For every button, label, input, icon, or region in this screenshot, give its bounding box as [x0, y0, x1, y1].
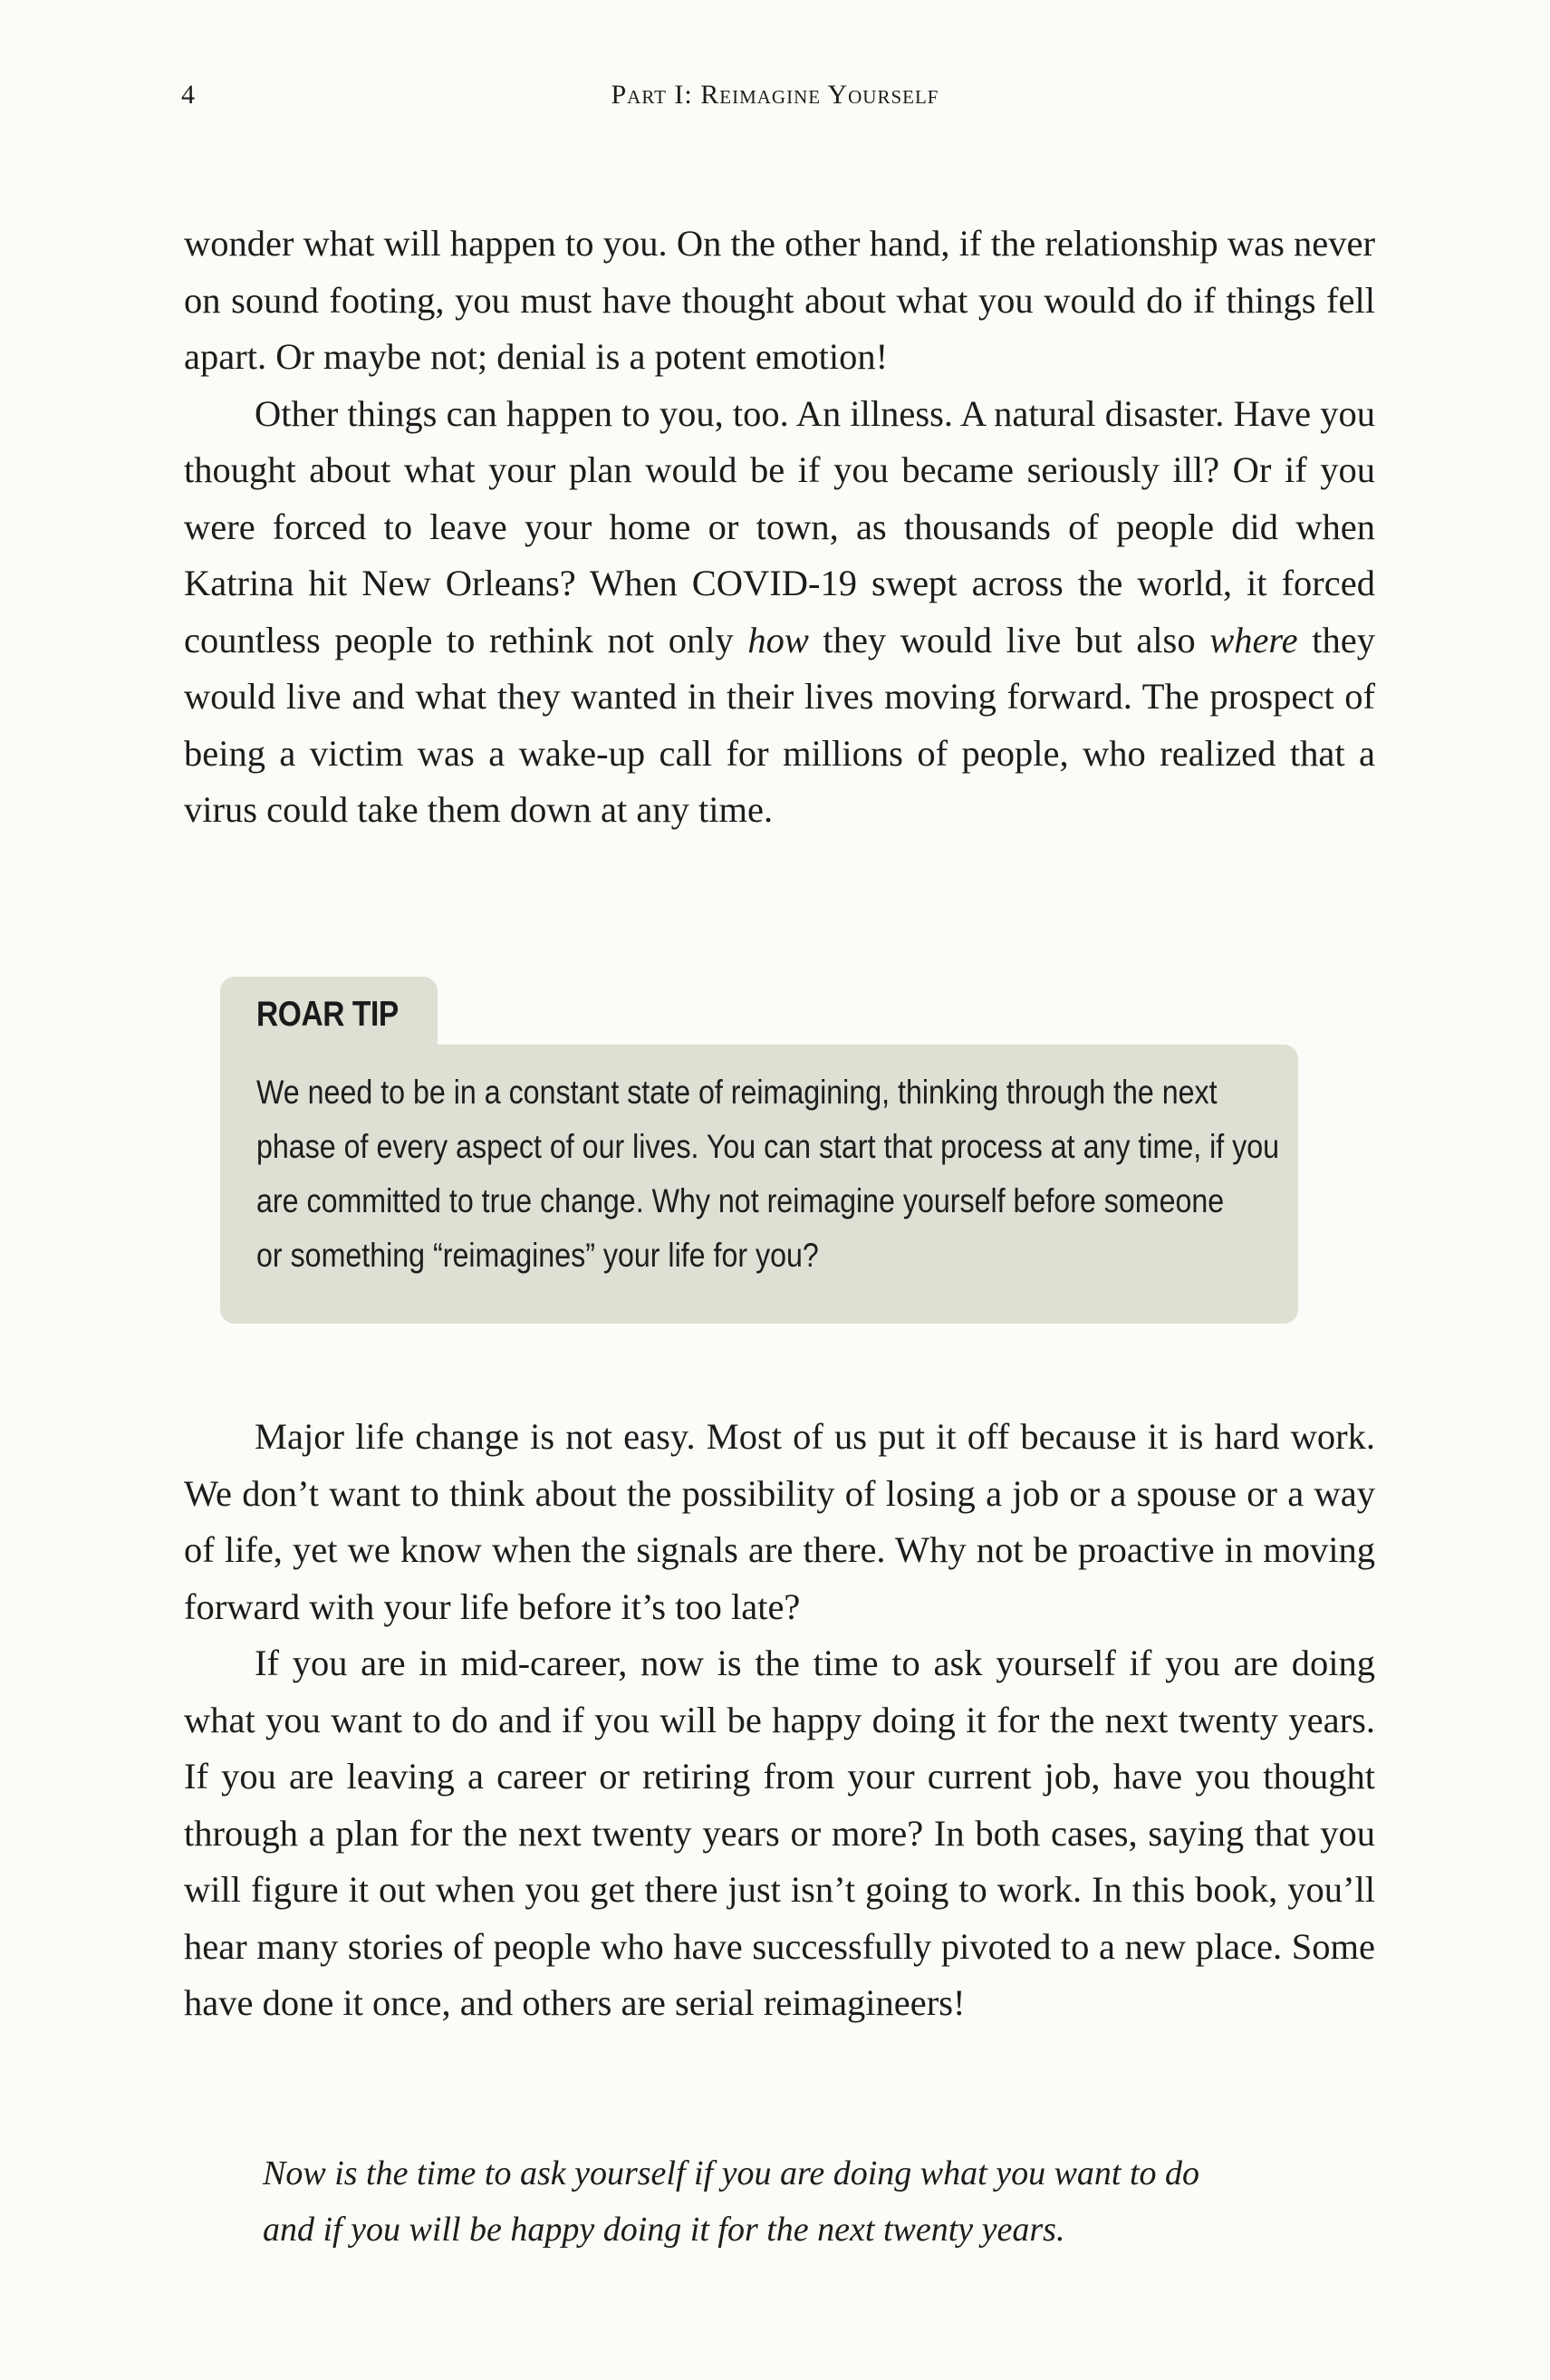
roar-tip-line: are committed to true change. Why not reimagine yourself before someone: [256, 1182, 1225, 1219]
roar-tip-heading: ROAR TIP: [256, 995, 399, 1034]
paragraph-3: Major life change is not easy. Most of us put it off because it is hard work. We don’t want to think about the possibility of losing a job or a spouse or a way of life, yet we know when the signals are there. Why not be proactive in moving forward with your life before it’s too late?: [184, 1416, 1375, 1627]
paragraph-2: [184, 386, 1375, 839]
paragraph-2-part-c: they would live and what they wanted in their lives moving forward. The prospect of being a victim was a wake-up call for millions of people, who realized that a virus could take them down at any time.: [184, 619, 1376, 830]
emphasis-where: where: [1209, 619, 1298, 660]
pull-quote-line: and if you will be happy doing it for the next twenty years.: [263, 2211, 1065, 2249]
roar-tip-line: or something “reimagines” your life for you?: [256, 1237, 819, 1274]
body-text-bottom: [184, 1409, 1375, 2032]
paragraph-1: wonder what will happen to you. On the other hand, if the relationship was never on sound footing, you must have thought about what you would do if things fell apart. Or maybe not; denial is a potent emotion!: [184, 223, 1375, 377]
pull-quote-line: Now is the time to ask yourself if you are doing what you want to do: [263, 2154, 1200, 2192]
running-title: Part I: Reimagine Yourself: [611, 80, 939, 110]
pull-quote: [263, 2145, 1350, 2258]
paragraph-2-part-a: Other things can happen to you, too. An illness. A natural disaster. Have you thought about what your plan would be if you became seriously ill? Or if you were forced to leave your home or town, as thousands of people did when Katrina hit New Orleans? When COVID-19 swept across the world, it forced countless people to rethink not only: [184, 392, 1375, 660]
body-text-top: [184, 216, 1375, 839]
roar-tip-line: We need to be in a constant state of reimagining, thinking through the next: [256, 1074, 1218, 1111]
paragraph-4: If you are in mid-career, now is the time to ask yourself if you are doing what you want to do and if you will be happy doing it for the next twenty years. If you are leaving a career or retiring from your current job, have you thought through a plan for the next twenty years or more? In both cases, saying that you will figure it out when you get there just isn’t going to work. In this book, you’ll hear many stories of people who have successfully pivoted to a new place. Some have done it once, and others are serial reimagineers!: [184, 1643, 1375, 2023]
emphasis-how: how: [747, 619, 809, 660]
roar-tip-body: [256, 1065, 1280, 1283]
roar-tip-line: phase of every aspect of our lives. You can start that process at any time, if you: [256, 1128, 1280, 1165]
running-head: [0, 80, 1550, 125]
paragraph-2-part-b: they would live but also: [808, 619, 1210, 660]
page-number: 4: [181, 80, 195, 110]
